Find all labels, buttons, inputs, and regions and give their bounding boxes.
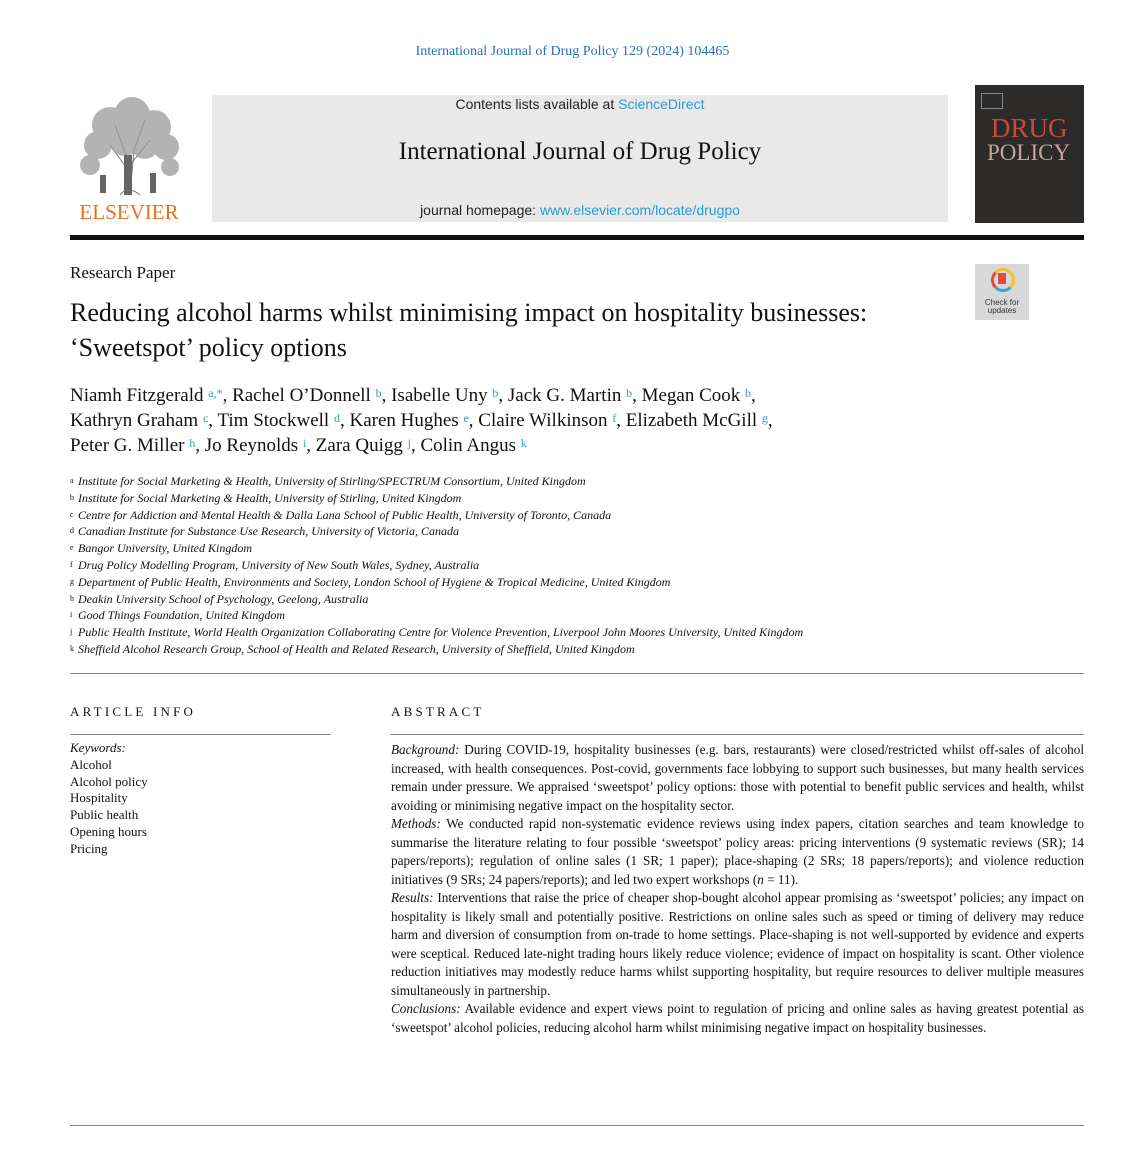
- journal-cover-image: [975, 85, 1084, 223]
- author[interactable]: Peter G. Miller $^h$: [70, 435, 196, 456]
- article-info-divider: [70, 734, 331, 735]
- affiliation: d Canadian Institute for Substance Use Research, University of Victoria, Canada: [70, 524, 459, 539]
- affiliation: k Sheffield Alcohol Research Group, School of Health and Related Research, University of Sheffield, United Kingdom: [70, 641, 635, 656]
- journal-masthead: [70, 85, 1084, 225]
- affiliation: f Drug Policy Modelling Program, University of New South Wales, Sydney, Australia: [70, 557, 480, 572]
- bookmark-icon: [998, 273, 1006, 284]
- homepage-link[interactable]: www.elsevier.com/locate/drugpo: [539, 202, 740, 218]
- journal-citation[interactable]: International Journal of Drug Policy 129 (2024) 104465: [415, 44, 730, 59]
- paper-type: Research Paper: [70, 263, 176, 282]
- keyword[interactable]: Opening hours: [70, 823, 147, 839]
- contents-line: [212, 96, 948, 112]
- journal-banner: [212, 95, 948, 222]
- cover-title-drug: DRUG: [991, 113, 1068, 143]
- journal-title: International Journal of Drug Policy: [398, 138, 762, 165]
- author[interactable]: Karen Hughes $^e$: [349, 410, 469, 431]
- homepage-prefix: journal homepage:: [420, 202, 540, 218]
- abstract-bottom-divider: [70, 1125, 1084, 1126]
- keyword[interactable]: Alcohol policy: [70, 773, 148, 789]
- paper-title: Reducing alcohol harms whilst minimising impact on hospitality businesses: ‘Sweetspot’ policy options: [70, 298, 868, 362]
- author[interactable]: Kathryn Graham $^c$: [70, 410, 209, 431]
- author[interactable]: Zara Quigg $^j$: [315, 435, 411, 456]
- abstract-background: Background: During COVID-19, hospitality businesses (e.g. bars, restaurants) were closed/restricted whilst off-sales of alcohol increased, with health consequences. Post-covid, governments face lobbying to support such businesses, but many health services remain under pressure. We appraised ‘sweetspot’ policy options: those with potential to benefit public services and health, whilst avoiding or minimising negative impact on the hospitality sector.: [391, 742, 1085, 813]
- keyword[interactable]: Hospitality: [70, 790, 128, 806]
- keyword[interactable]: Pricing: [70, 840, 108, 856]
- author[interactable]: Jack G. Martin $^b$: [507, 385, 633, 406]
- keywords-label: Keywords:: [70, 740, 126, 755]
- author[interactable]: Colin Angus $^k$: [420, 435, 527, 456]
- abstract-body: [391, 741, 1084, 1037]
- affiliation: j Public Health Institute, World Health Organization Collaborating Centre for Violence Prevention, Liverpool John Moores University, United Kingdom: [70, 625, 804, 640]
- check-for-updates-button[interactable]: [975, 264, 1029, 320]
- keyword[interactable]: Alcohol: [70, 756, 112, 772]
- author[interactable]: Niamh Fitzgerald $^{a,*}$: [70, 385, 223, 406]
- abstract-methods: Methods: We conducted rapid non-systematic evidence reviews using index papers, citation searches and team knowledge to summarise the literature relating to four possible ‘sweetspot’ policy areas: pricing interventions (9 systematic reviews (SR); 14 papers/reports); regulation of online sales (1 SR; 1 paper); place-shaping (2 SRs; 18 papers/reports); and violence reduction initiatives (9 SRs; 24 papers/reports); and led two expert workshops (n = 11).: [391, 816, 1084, 887]
- affiliation: e Bangor University, United Kingdom: [70, 541, 252, 556]
- affiliation: g Department of Public Health, Environments and Society, London School of Hygiene & Tropical Medicine, United Kingdom: [70, 574, 671, 589]
- author-list: Niamh Fitzgerald $^{a,*}$, Rachel O’Donnell $^b$, Isabelle Uny $^b$, Jack G. Martin $^b$, Megan Cook $^b$, Kathryn Graham $^c$, Tim Stockwell $^d$, Karen Hughes $^e$, Claire Wilkinson $^f$, Elizabeth McGill $^g$, Peter G. Miller $^h$, Jo Reynolds $^i$, Zara Quigg $^j$, Colin Angus $^k$: [70, 385, 773, 456]
- masthead-divider: [70, 235, 1084, 240]
- author[interactable]: Tim Stockwell $^d$: [217, 410, 340, 431]
- author[interactable]: Megan Cook $^b$: [641, 385, 752, 406]
- abstract-heading: ABSTRACT: [391, 704, 485, 719]
- abstract-divider: [390, 734, 1084, 735]
- abstract-conclusions: Conclusions: Available evidence and expert views point to regulation of pricing and online sales as having greatest potential as ‘sweetspot’ alcohol policies, reducing alcohol harm whilst minimising negative impact on hospitality businesses.: [391, 1001, 1084, 1035]
- keyword[interactable]: Public health: [70, 807, 139, 823]
- cover-logo-mark: [981, 93, 1003, 109]
- homepage-line: [212, 202, 948, 218]
- author[interactable]: Claire Wilkinson $^f$: [478, 410, 617, 431]
- author[interactable]: Isabelle Uny $^b$: [391, 385, 499, 406]
- affiliation-list: [70, 473, 1084, 658]
- affiliation: i Good Things Foundation, United Kingdom: [70, 608, 286, 623]
- affiliation: c Centre for Addiction and Mental Health & Dalla Lana School of Public Health, University of Toronto, Canada: [70, 507, 612, 522]
- author[interactable]: Rachel O’Donnell $^b$: [232, 385, 382, 406]
- affiliations-divider: [70, 673, 1084, 674]
- article-info-heading: ARTICLE INFO: [70, 704, 197, 719]
- author[interactable]: Jo Reynolds $^i$: [204, 435, 307, 456]
- keywords-block: [70, 740, 148, 858]
- contents-prefix: Contents lists available at: [455, 96, 619, 112]
- affiliation: a Institute for Social Marketing & Health, University of Stirling/SPECTRUM Consortium, United Kingdom: [70, 474, 586, 488]
- abstract-results: Results: Interventions that raise the price of cheaper shop-bought alcohol appear promising as ‘sweetspot’ policies; any impact on hospitality is likely small and potentially positive. Restrictions on online sales such as speed or timing of delivery may reduce harm and diversion of consumption from on-trade to home settings. Place-shaping is not well-supported by evidence and experts were sceptical. Reduced late-night trading hours likely reduce violence; evidence of impact on hospitality is scant. Other violence reduction initiatives may modestly reduce harms whilst supporting hospitality, but require resources to deliver multiple measures simultaneously in partnership.: [391, 890, 1085, 998]
- sciencedirect-link[interactable]: ScienceDirect: [618, 96, 705, 112]
- elsevier-wordmark: ELSEVIER: [79, 200, 179, 224]
- affiliation: b Institute for Social Marketing & Health, University of Stirling, United Kingdom: [70, 490, 462, 505]
- affiliation: h Deakin University School of Psychology, Geelong, Australia: [70, 591, 369, 606]
- check-updates-label: Check for updates: [984, 298, 1020, 315]
- author[interactable]: Elizabeth McGill $^g$: [625, 410, 768, 431]
- cover-title-policy: POLICY: [987, 140, 1071, 165]
